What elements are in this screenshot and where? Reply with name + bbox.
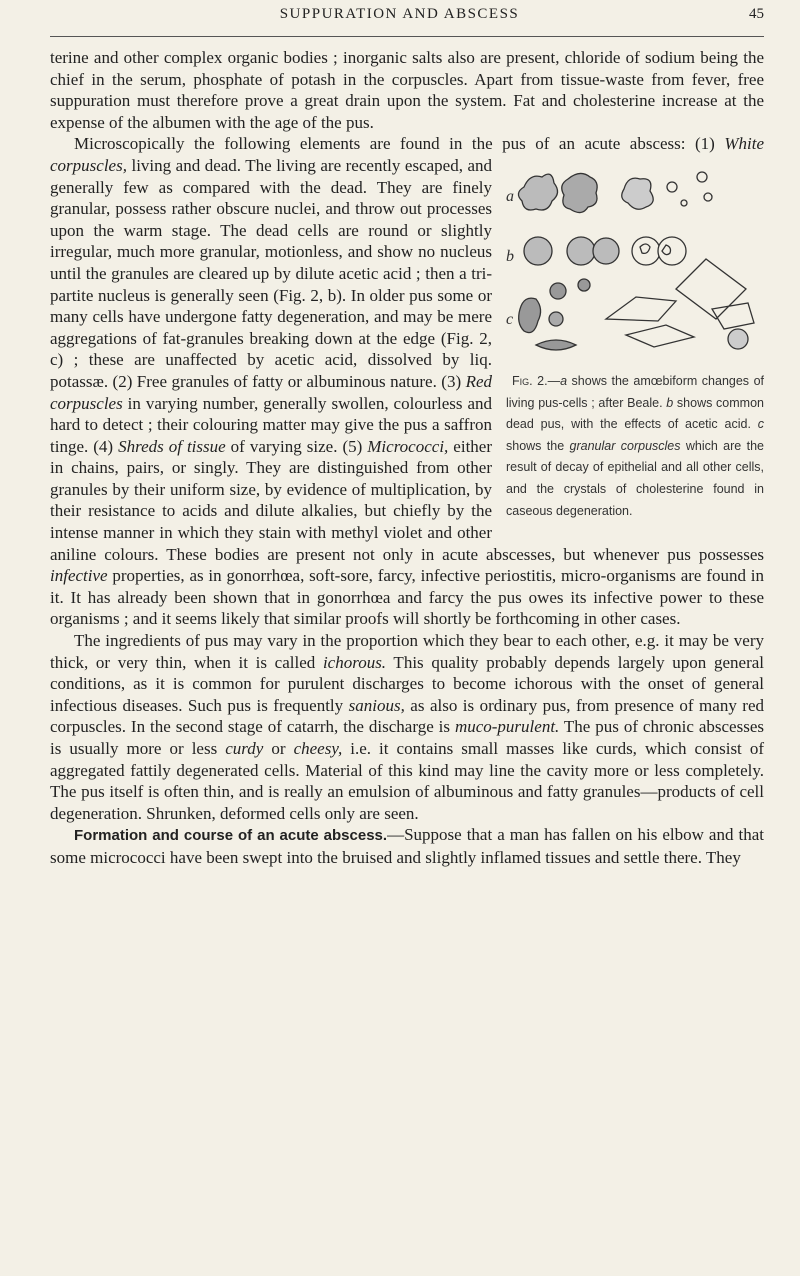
caption-letter: b [666, 395, 674, 410]
paragraph-composition: terine and other complex organic bodies ; inorganic salts also are present, chloride of sodium being the chief in the serum, phosphate of potash in the corpuscles. Apart from tissue-waste from fever, free suppuration must therefore prove a great drain upon the system. Fat and cholesterine increase at the expense of the albumen with the age of the pus. [50, 48, 764, 132]
section-heading: Formation and course of an acute abscess. [74, 827, 388, 845]
italic-term: ichorous. [322, 652, 387, 672]
figure-caption [506, 374, 764, 518]
figure-label-b: b [506, 247, 514, 265]
pus-cells-illustration [506, 159, 764, 369]
figure-label-c: c [506, 310, 514, 328]
text-run: The ingredients of pus may vary in the proportion which they bear to each other, e.g. it may be very thick, or very thin, when it is called [50, 631, 764, 672]
text-run: as also is ordinary pus, from presence of many red corpuscles. In the second stage of catarrh, the discharge is [50, 695, 765, 737]
text-run: either in chains, pairs, or singly. They are distinguished from other granules by their uniform size, by evidence of multiplication, by their resistance to acids and dilute alkalies, but chiefly by the intense manner in which they stain with methyl violet and other aniline colours. These bodies are present not only in acute abscesses, but whenever pus possesses [50, 436, 764, 564]
running-title: SUPPURATION AND ABSCESS [279, 6, 520, 22]
italic-term: curdy [225, 739, 264, 758]
italic-term: cheesy, [293, 739, 343, 758]
running-header [50, 6, 764, 37]
caption-text: — [547, 373, 561, 388]
caption-letter: a [560, 373, 568, 388]
caption-text: shows the amœbiform changes of living pus-cells ; after Beale. [506, 373, 764, 410]
italic-term: muco-purulent. [454, 717, 560, 737]
text-run: in varying number, generally swollen, colourless and hard to detect ; their colouring matter may give the pus a saffron tinge. (4) [50, 393, 492, 456]
text-run: properties, as in gonorrhœa, soft-sore, farcy, infective periostitis, micro-organisms are found in it. It has already been shown that in gonorrhœa and farcy the pus owes its infective power to these organisms ; and it seems likely that similar proofs will shortly be forthcoming in other cases. [50, 566, 764, 629]
caption-italic: granular corpuscles [569, 438, 681, 453]
text-run: This quality probably depends largely upon general conditions, as it is common for purulent discharges to become ichorous with the onset of general infectious diseases. Such pus is frequently [50, 652, 764, 715]
caption-text: shows the [506, 438, 570, 453]
page-number: 45 [749, 6, 764, 22]
paragraph-formation [50, 824, 764, 868]
text-run: i.e. it contains small masses like curds, which consist of aggregated fattily degenerated cells. Material of this kind may line the cavity more or less completely. The pus itself is often thin, and is really an emulsion of albuminous and fatty granules—products of cell degeneration. Shrunken, deformed cells only are seen. [50, 739, 764, 823]
text-run: The pus of chronic abscesses is usually more or less [50, 717, 764, 758]
italic-term: White corpuscles, [50, 134, 764, 175]
caption-text: shows common dead pus, with the effects of acetic acid. [506, 395, 764, 432]
text-run: Microscopically the following elements are found in the pus of an acute abscess: (1) [74, 134, 725, 154]
caption-figure-label: Fig. 2. [512, 373, 548, 388]
caption-letter: c [757, 417, 764, 432]
italic-term: Red corpuscles [50, 371, 492, 413]
caption-text: which are the result of decay of epithelial and all other cells, and the crystals of cholesterine found in caseous degeneration. [506, 438, 764, 518]
text-run: or [263, 739, 294, 758]
text-run: living and dead. The living are recently escaped, and generally few as compared with the dead. They are finely granular, possess rather obscure nuclei, and throw out processes upon the warm stage. The dead cells are round or slightly irregular, much more granular, motionless, and show no nucleus until the granules are cleared up by dilute acetic acid ; then a tri-partite nucleus is generally seen (Fig. 2, b). In older pus some or many cells have undergone fatty degeneration, and may be mere aggregations of fat-granules breaking down at the edge (Fig. 2, c) ; these are unaffected by acetic acid, dissolved by liq. potassæ. (2) Free granules of fatty or albuminous nature. (3) [50, 155, 492, 391]
paragraph-microscopy [50, 133, 764, 630]
italic-term: infective [50, 566, 108, 586]
italic-term: Micrococci, [367, 436, 449, 456]
text-run: —Suppose that a man has fallen on his elbow and that some micrococci have been swept into the bruised and slightly inflamed tissues and settle there. They [50, 825, 764, 867]
italic-term: sanious, [348, 695, 405, 715]
paragraph-ingredients [50, 630, 764, 824]
text-run: of varying size. (5) [225, 436, 368, 456]
figure-label-a: a [506, 187, 514, 205]
italic-term: Shreds of tissue [118, 436, 226, 456]
figure-2 [506, 159, 764, 520]
